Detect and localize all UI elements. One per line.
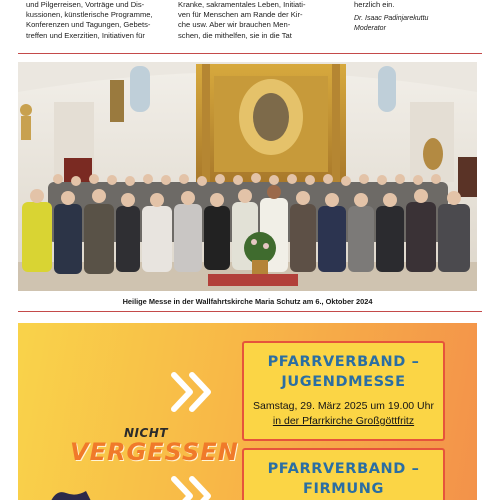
- event-title-line1: PFARRVERBAND –: [267, 354, 420, 370]
- top-text-columns: [18, 0, 482, 46]
- text-line: ven für Menschen am Rande der Kir-: [178, 10, 303, 20]
- vergessen-label: VERGESSEN: [70, 438, 239, 466]
- divider-top: [18, 53, 482, 54]
- event-title-line1: PFARRVERBAND –: [267, 461, 420, 477]
- closing-text: herzlich ein.: [354, 0, 395, 9]
- text-column-3: [354, 0, 482, 35]
- event-box-jugendmesse: [242, 341, 445, 441]
- event-title-line2: JUGENDMESSE: [281, 374, 406, 390]
- decorative-figure-icon: [46, 487, 106, 500]
- event-box-firmung: [242, 448, 445, 500]
- double-chevron-right-icon: [168, 471, 218, 500]
- signature-name: Dr. Isaac Padinjarekuttu: [354, 15, 429, 23]
- text-line: Konferenzen und Tagungen, Gebets-: [26, 20, 151, 30]
- event-location: in der Pfarrkirche Großgöttfritz: [272, 415, 415, 427]
- text-line: che usw. Aber wir brauchen Men-: [178, 20, 291, 30]
- photo-caption: Heilige Messe in der Wallfahrtskirche Maria Schutz am 6., Oktober 2024: [122, 297, 373, 306]
- divider-middle: [18, 311, 482, 312]
- event-banner: [18, 323, 477, 500]
- church-interior-illustration: [18, 62, 477, 291]
- church-group-photo: [18, 62, 477, 291]
- event-title-line2: FIRMUNG: [303, 481, 384, 497]
- text-line: und Pilgerreisen, Vorträge und Dis-: [26, 0, 145, 9]
- text-line: Kranke, sakramentales Leben, Initiati-: [178, 0, 306, 9]
- text-line: kussionen, künstlerische Programme,: [26, 10, 153, 20]
- nicht-label: NICHT: [124, 426, 169, 440]
- text-column-1: [26, 0, 176, 41]
- text-line: treffen und Exerzitien, Initiativen für: [26, 30, 145, 40]
- text-column-2: [178, 0, 333, 41]
- event-datetime: Samstag, 29. März 2025 um 19.00 Uhr: [253, 400, 434, 412]
- double-chevron-right-icon: [168, 367, 218, 417]
- signature-role: Moderator: [354, 25, 386, 33]
- text-line: schen, die mithelfen, sie in die Tat: [178, 30, 292, 40]
